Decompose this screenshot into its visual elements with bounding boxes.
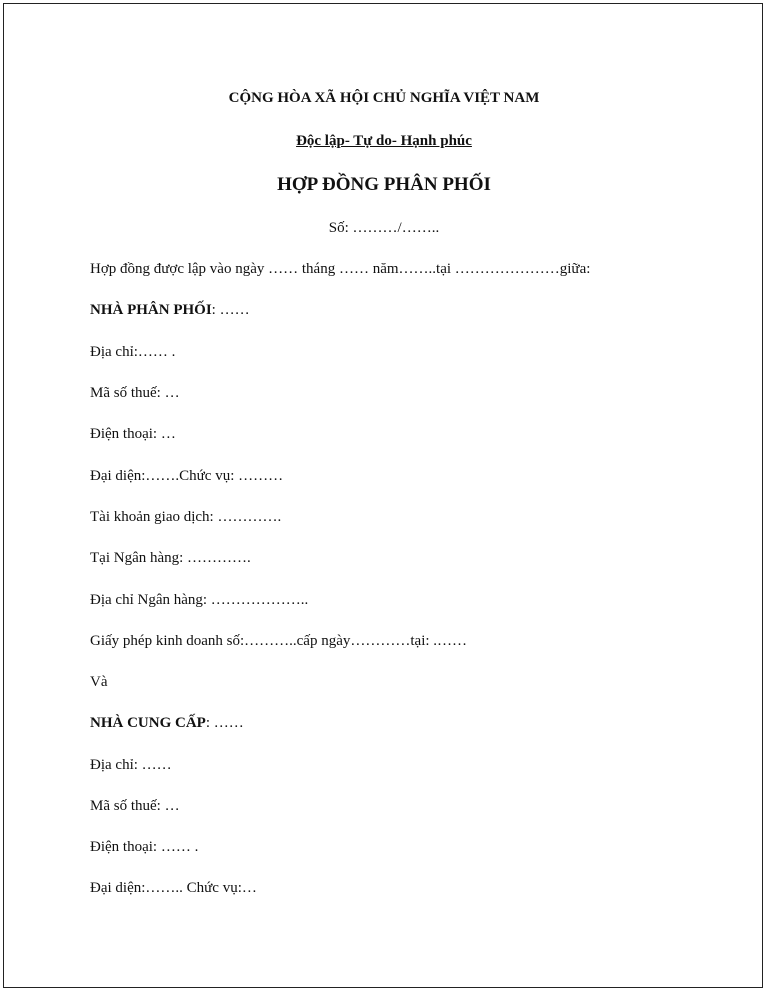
distributor-business-license: Giấy phép kinh doanh số:………..cấp ngày…………tại: .…… [90, 633, 468, 649]
distributor-representative: Đại diện:…….Chức vụ: ……… [90, 468, 284, 484]
conjunction-text: Và [90, 674, 108, 690]
distributor-heading: NHÀ PHÂN PHỐI [90, 302, 212, 318]
supplier-heading-line [90, 715, 244, 732]
distributor-phone: Điện thoại: … [90, 426, 176, 442]
distributor-bank: Tại Ngân hàng: …………. [90, 550, 251, 566]
document-title: HỢP ĐỒNG PHÂN PHỐI [277, 174, 491, 195]
supplier-heading-suffix: : …… [205, 715, 244, 731]
distributor-address: Địa chỉ:…… . [90, 344, 176, 360]
supplier-address: Địa chỉ: …… [90, 757, 172, 773]
nation-heading: CỘNG HÒA XÃ HỘI CHỦ NGHĨA VIỆT NAM [228, 90, 540, 106]
distributor-tax-code: Mã số thuế: … [90, 385, 180, 401]
document-number: Số: ………/…….. [328, 220, 440, 236]
supplier-heading: NHÀ CUNG CẤP [90, 715, 206, 731]
distributor-bank-address: Địa chỉ Ngân hàng: ……………….. [90, 592, 309, 608]
distributor-bank-account: Tài khoản giao dịch: …………. [90, 509, 282, 525]
supplier-phone: Điện thoại: …… . [90, 839, 199, 855]
supplier-representative: Đại diện:…….. Chức vụ:… [90, 880, 257, 896]
intro-line: Hợp đồng được lập vào ngày …… tháng …… năm……..tại …………………giữa: [90, 261, 591, 277]
distributor-heading-suffix: : …… [211, 302, 250, 318]
distributor-heading-line [90, 302, 250, 319]
motto-heading: Độc lập- Tự do- Hạnh phúc [296, 133, 472, 149]
supplier-tax-code: Mã số thuế: … [90, 798, 180, 814]
